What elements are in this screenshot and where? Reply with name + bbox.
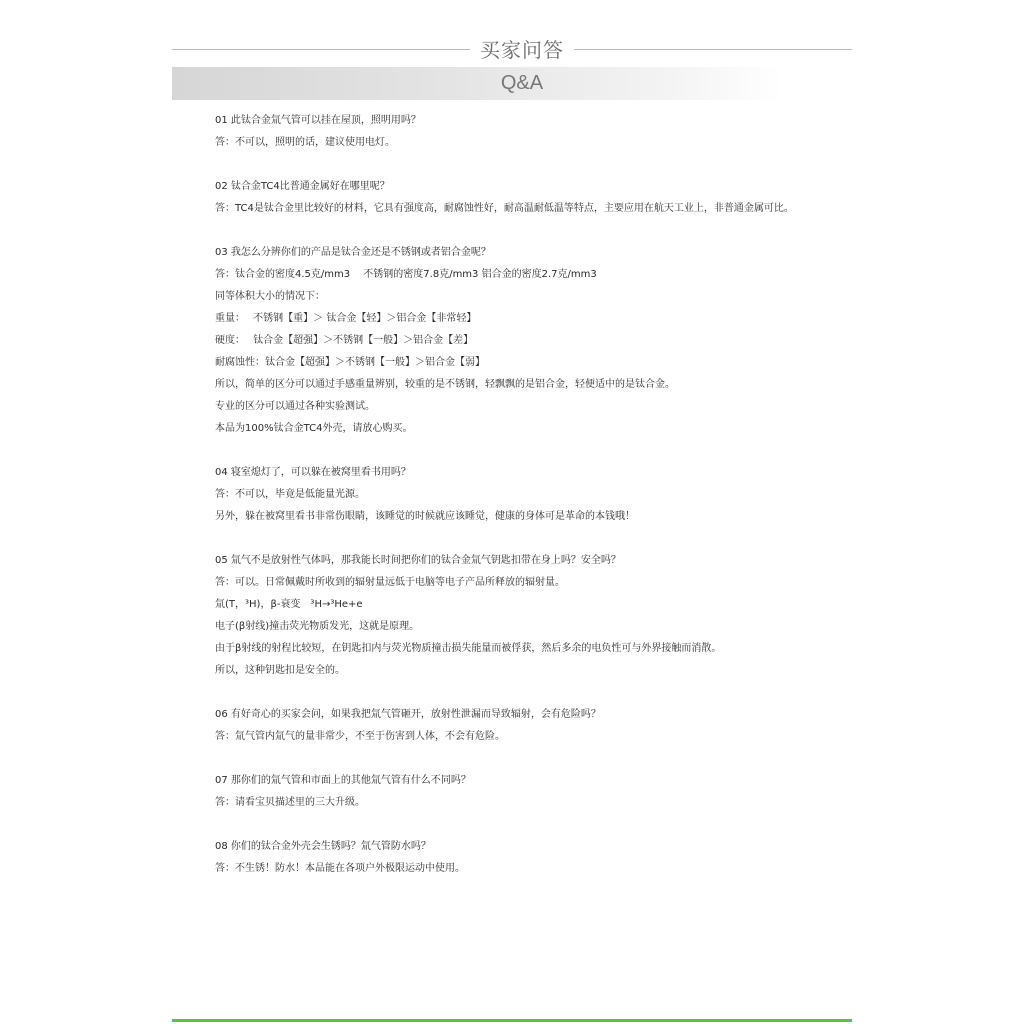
- qa-item: [215, 836, 855, 880]
- qa-answer-line: 本品为100%钛合金TC4外壳，请放心购买。: [215, 423, 413, 434]
- qa-answer-line: 答：不生锈！防水！本品能在各项户外极限运动中使用。: [215, 863, 465, 874]
- qa-item: [215, 242, 855, 440]
- qa-question: 05 氚气不是放射性气体吗，那我能长时间把你们的钛合金氚气钥匙扣带在身上吗？安全吗？: [215, 555, 621, 566]
- qa-question: 08 你们的钛合金外壳会生锈吗？氚气管防水吗？: [215, 841, 431, 852]
- qa-answer-line: 电子(β射线)撞击荧光物质发光，这就是原理。: [215, 621, 420, 632]
- qa-answer-line: 所以，简单的区分可以通过手感重量辨别，较重的是不锈钢，轻飘飘的是铝合金，轻便适中的是钛合金。: [215, 379, 675, 390]
- qa-answer-line: 同等体积大小的情况下：: [215, 291, 325, 302]
- qa-answer-line: 答：请看宝贝描述里的三大升级。: [215, 797, 365, 808]
- section-title: 买家问答: [470, 36, 574, 64]
- qa-item: [215, 770, 855, 814]
- qa-answer-line: 答：氚气管内氚气的量非常少，不至于伤害到人体，不会有危险。: [215, 731, 505, 742]
- qa-item: [215, 462, 855, 528]
- qa-question: 02 钛合金TC4比普通金属好在哪里呢？: [215, 181, 390, 192]
- qa-list: [215, 110, 855, 902]
- qa-question: 01 此钛合金氚气管可以挂在屋顶，照明用吗？: [215, 115, 421, 126]
- bottom-rule: [172, 1019, 852, 1022]
- qa-answer-line: 答：不可以，照明的话，建议使用电灯。: [215, 137, 395, 148]
- qa-answer-line: 所以，这种钥匙扣是安全的。: [215, 665, 345, 676]
- qa-answer-line: 硬度： 钛合金【超强】＞不锈钢【一般】＞铝合金【差】: [215, 335, 474, 346]
- qa-item: [215, 176, 855, 220]
- qa-question: 06 有好奇心的买家会问，如果我把氚气管砸开，放射性泄漏而导致辐射，会有危险吗？: [215, 709, 601, 720]
- qa-answer-line: 答：可以。日常佩戴时所收到的辐射量远低于电脑等电子产品所释放的辐射量。: [215, 577, 565, 588]
- qa-question: 07 那你们的氚气管和市面上的其他氚气管有什么不同吗？: [215, 775, 471, 786]
- qa-answer-line: 答：钛合金的密度4.5克/mm3 不锈钢的密度7.8克/mm3 铝合金的密度2.7克/mm3: [215, 269, 597, 280]
- qa-answer-line: 另外，躲在被窝里看书非常伤眼睛，该睡觉的时候就应该睡觉，健康的身体可是革命的本钱哦！: [215, 511, 635, 522]
- qa-answer-line: 重量： 不锈钢【重】＞ 钛合金【轻】＞铝合金【非常轻】: [215, 313, 477, 324]
- qa-item: [215, 704, 855, 748]
- qa-answer-line: 氚(T，³H)，β-衰变 ³H→³He+e: [215, 599, 363, 610]
- qa-item: [215, 550, 855, 682]
- qa-answer-line: 专业的区分可以通过各种实验测试。: [215, 401, 375, 412]
- qa-answer-line: 耐腐蚀性：钛合金【超强】＞不锈钢【一般】＞铝合金【弱】: [215, 357, 485, 368]
- qa-answer-line: 由于β射线的射程比较短，在钥匙扣内与荧光物质撞击损失能量而被俘获，然后多余的电负性可与外界接触而消散。: [215, 643, 722, 654]
- qa-item: [215, 110, 855, 154]
- qa-question: 04 寝室熄灯了，可以躲在被窝里看书用吗？: [215, 467, 411, 478]
- qa-answer-line: 答：不可以，毕竟是低能量光源。: [215, 489, 365, 500]
- section-subtitle: Q&A: [500, 72, 544, 94]
- qa-answer-line: 答：TC4是钛合金里比较好的材料，它具有强度高，耐腐蚀性好，耐高温耐低温等特点，主要应用在航天工业上，非普通金属可比。: [215, 203, 794, 214]
- qa-question: 03 我怎么分辨你们的产品是钛合金还是不锈钢或者铝合金呢？: [215, 247, 491, 258]
